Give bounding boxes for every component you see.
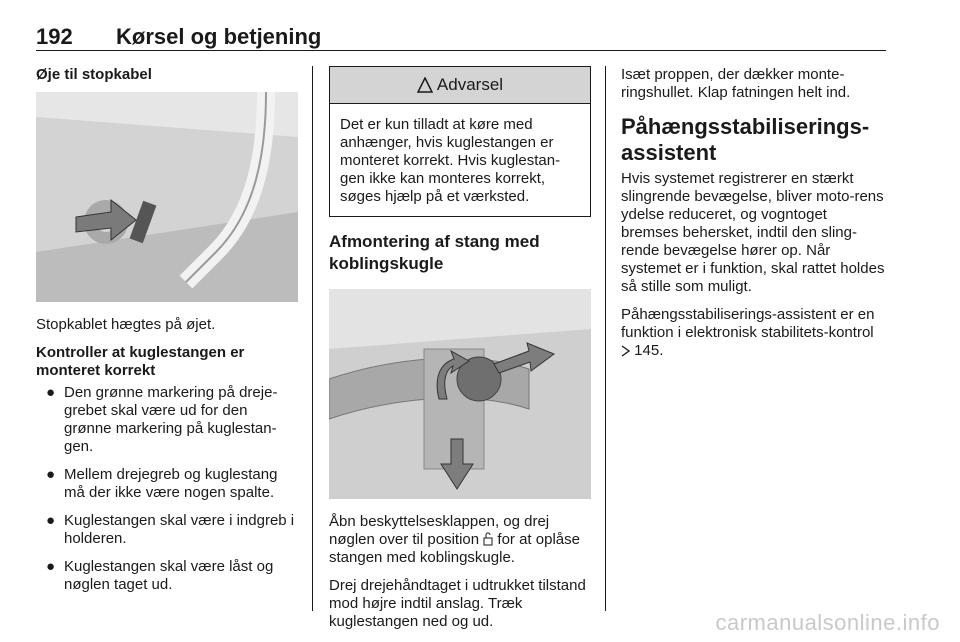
list-item-text: Den grønne markering på dreje-grebet skal være ud for den grønne markering på kuglestan-gen. bbox=[64, 384, 278, 455]
list-item-text: Kuglestangen skal være i indgreb i holderen. bbox=[64, 512, 295, 547]
bullet-icon: ● bbox=[46, 384, 56, 401]
page-reference-icon bbox=[621, 345, 630, 357]
stop-cable-drawing bbox=[36, 92, 298, 302]
watermark: carmanualsonline.info bbox=[715, 610, 940, 635]
paragraph: Hvis systemet registrerer en stærkt slingrende bevægelse, bliver moto-rens ydelse reduceret, og vogntoget bremses behersket, indtil den sling-rende bevægelse hører op. Når systemet er i funktion, skal rattet holdes så stille som muligt. bbox=[621, 170, 885, 295]
warning-title: Advarsel bbox=[436, 75, 504, 94]
unlock-key-icon bbox=[483, 532, 493, 546]
warning-triangle-icon bbox=[417, 77, 433, 93]
tow-bar-drawing bbox=[329, 289, 591, 499]
tow-bar-removal-illustration bbox=[329, 289, 591, 499]
page-number: 192 bbox=[36, 24, 73, 49]
list-item bbox=[36, 466, 298, 502]
bullet-icon: ● bbox=[46, 558, 56, 575]
paragraph-text: Åbn beskyttelsesklappen, og drej nøglen over til position bbox=[329, 513, 550, 548]
paragraph: Isæt proppen, der dækker monte-ringshullet. Klap fatningen helt ind. bbox=[621, 66, 851, 101]
column-divider-1 bbox=[312, 66, 313, 611]
list-item-text: Kuglestangen skal være låst og nøglen taget ud. bbox=[64, 558, 274, 593]
bullet-icon: ● bbox=[46, 466, 56, 483]
paragraph: Stopkablet hægtes på øjet. bbox=[36, 316, 216, 333]
figure-caption: Øje til stopkabel bbox=[36, 66, 152, 83]
page-header bbox=[36, 24, 886, 51]
list-item bbox=[36, 384, 298, 456]
bullet-list bbox=[36, 384, 298, 594]
column-1 bbox=[36, 66, 298, 604]
stop-cable-eye-illustration bbox=[36, 92, 298, 302]
bullet-icon: ● bbox=[46, 512, 56, 529]
paragraph bbox=[329, 513, 591, 567]
column-3 bbox=[621, 66, 885, 360]
chapter-title: Kørsel og betjening bbox=[116, 24, 322, 49]
section-subheading: Kontroller at kuglestangen er monteret korrekt bbox=[36, 344, 245, 379]
paragraph bbox=[621, 306, 885, 360]
warning-header bbox=[330, 67, 590, 104]
list-item-text: Mellem drejegreb og kuglestang må der ikke være nogen spalte. bbox=[64, 466, 278, 501]
column-divider-2 bbox=[605, 66, 606, 611]
section-heading: Afmontering af stang med koblingskugle bbox=[329, 232, 540, 273]
warning-box bbox=[329, 66, 591, 217]
paragraph-text: for at oplåse stangen med koblingskugle. bbox=[329, 531, 580, 566]
list-item bbox=[36, 512, 298, 548]
list-item bbox=[36, 558, 298, 594]
column-2 bbox=[329, 66, 591, 631]
section-heading: Påhængsstabiliserings-assistent bbox=[621, 114, 870, 165]
paragraph: Drej drejehåndtaget i udtrukket tilstand mod højre indtil anslag. Træk kuglestangen ned og ud. bbox=[329, 577, 586, 630]
paragraph-text: Påhængsstabiliserings-assistent er en funktion i elektronisk stabilitets-kontrol bbox=[621, 306, 875, 341]
page-reference[interactable]: 145. bbox=[634, 342, 664, 359]
warning-text: Det er kun tilladt at køre med anhænger, hvis kuglestangen er monteret korrekt. Hvis kuglestan-gen ikke kan monteres korrekt, søges hjælp på et værksted. bbox=[340, 116, 561, 205]
